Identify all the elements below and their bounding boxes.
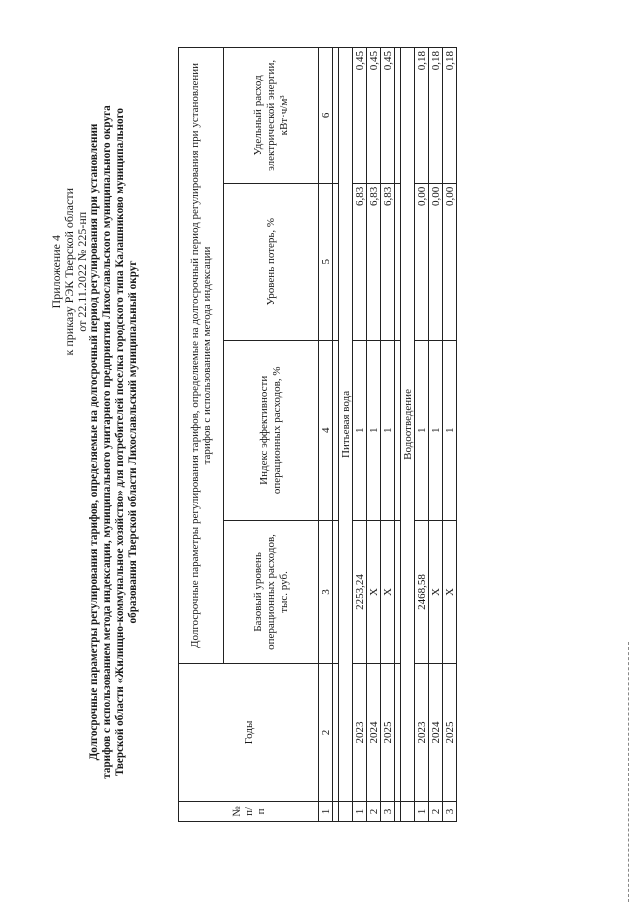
title-line: тарифов с использованием метода индексации, муниципального унитарного предприятия Лихославльского муниципального округа xyxy=(101,105,113,779)
row-energy: 0,18 xyxy=(415,48,429,184)
appendix-order: к приказу РЭК Тверской области xyxy=(62,188,76,356)
row-base: X xyxy=(381,520,395,663)
row-num: 2 xyxy=(429,801,443,821)
header-efficiency-index: Индекс эффективности операционных расходов, % xyxy=(224,340,319,520)
row-base: 2468,58 xyxy=(415,520,429,663)
title-line: Долгосрочные параметры регулирования тарифов, определяемые на долгосрочный период регулирования при установлении xyxy=(88,123,100,761)
row-eff: 1 xyxy=(353,340,367,520)
row-loss: 6,83 xyxy=(381,183,395,340)
header-loss-level: Уровень потерь, % xyxy=(224,183,319,340)
row-energy: 0,45 xyxy=(381,48,395,184)
row-year: 2023 xyxy=(353,664,367,802)
column-index: 1 xyxy=(319,801,333,821)
header-energy-use: Удельный расход электрической энергии, кВт·ч/м³ xyxy=(224,48,319,184)
appendix-date: от 22.11.2022 № 225-нп xyxy=(75,211,89,332)
table-row xyxy=(415,48,429,822)
row-eff: 1 xyxy=(381,340,395,520)
row-loss: 6,83 xyxy=(367,183,381,340)
row-loss: 0,00 xyxy=(429,183,443,340)
section-row xyxy=(339,48,353,822)
row-energy: 0,18 xyxy=(429,48,443,184)
column-index: 5 xyxy=(319,183,333,340)
row-num: 2 xyxy=(367,801,381,821)
row-base: X xyxy=(367,520,381,663)
row-base: 2253,24 xyxy=(353,520,367,663)
row-base: X xyxy=(443,520,457,663)
row-num: 1 xyxy=(353,801,367,821)
section-row xyxy=(401,48,415,822)
column-index: 2 xyxy=(319,664,333,802)
header-base-opex: Базовый уровень операционных расходов, тыс. руб. xyxy=(224,520,319,663)
row-energy: 0,45 xyxy=(353,48,367,184)
row-num: 1 xyxy=(415,801,429,821)
table-row xyxy=(429,48,443,822)
document-title xyxy=(88,42,140,842)
section-title: Питьевая вода xyxy=(339,48,353,802)
appendix-reference xyxy=(50,188,89,355)
row-loss: 0,00 xyxy=(415,183,429,340)
row-loss: 0,00 xyxy=(443,183,457,340)
section-title: Водоотведение xyxy=(401,48,415,802)
row-year: 2024 xyxy=(429,664,443,802)
table-row xyxy=(443,48,457,822)
row-num: 3 xyxy=(381,801,395,821)
row-energy: 0,45 xyxy=(367,48,381,184)
column-index: 3 xyxy=(319,520,333,663)
row-energy: 0,18 xyxy=(443,48,457,184)
row-year: 2025 xyxy=(381,664,395,802)
row-year: 2023 xyxy=(415,664,429,802)
table-row xyxy=(353,48,367,822)
row-eff: 1 xyxy=(443,340,457,520)
title-line: образования Тверской области Лихославльский муниципальный округ xyxy=(127,260,139,624)
column-index-row xyxy=(319,48,333,822)
row-year: 2025 xyxy=(443,664,457,802)
column-index: 4 xyxy=(319,340,333,520)
table-row xyxy=(381,48,395,822)
row-eff: 1 xyxy=(429,340,443,520)
header-num: № п/п xyxy=(179,801,319,821)
table-row xyxy=(367,48,381,822)
row-loss: 6,83 xyxy=(353,183,367,340)
row-eff: 1 xyxy=(367,340,381,520)
scan-edge-line xyxy=(628,642,630,902)
row-base: X xyxy=(429,520,443,663)
column-index: 6 xyxy=(319,48,333,184)
header-group: Долгосрочные параметры регулирования тарифов, определяемые на долгосрочный период регулирования при установлении тарифов с использованием метода индексации xyxy=(179,48,224,664)
parameters-table xyxy=(178,47,457,822)
row-year: 2024 xyxy=(367,664,381,802)
appendix-number: Приложение 4 xyxy=(49,235,63,309)
header-years: Годы xyxy=(179,664,319,802)
title-line: Тверской области «Жилищно-коммунальное хозяйство» для потребителей поселка городского типа Калашниково муниципального xyxy=(114,107,126,777)
row-eff: 1 xyxy=(415,340,429,520)
row-num: 3 xyxy=(443,801,457,821)
